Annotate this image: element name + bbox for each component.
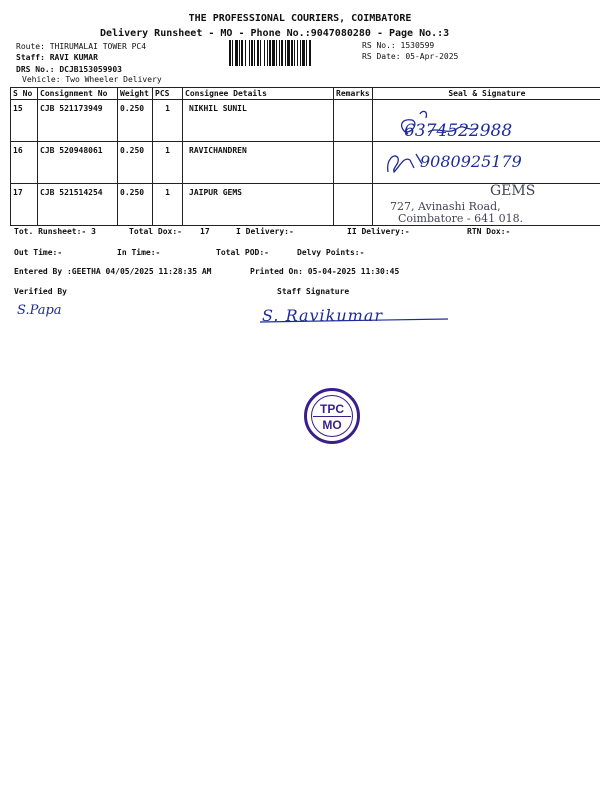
col-header-pcs: PCS — [153, 88, 183, 100]
tpc-mo-stamp — [304, 388, 360, 444]
total-dox-label: Total Dox:- — [129, 227, 182, 236]
in-time: In Time:- — [117, 248, 161, 257]
vehicle-label: Vehicle: Two Wheeler Delivery — [22, 75, 162, 84]
signature-row15-phone: 6374522988 — [404, 121, 513, 141]
verifier-signature: S.Papa — [17, 303, 62, 318]
tot-runsheet: Tot. Runsheet:- 3 — [14, 227, 96, 236]
verified-by-label: Verified By — [14, 287, 67, 296]
cell-consignment: CJB 521173949 — [38, 100, 118, 142]
cell-pcs: 1 — [153, 184, 183, 226]
stamp-line1: TPC — [320, 402, 344, 416]
cell-pcs: 1 — [153, 100, 183, 142]
stamp-row17-line2: Coimbatore - 641 018. — [398, 212, 524, 225]
col-header-seal: Seal & Signature — [372, 88, 600, 100]
cell-remarks — [334, 184, 373, 226]
staff-signature-underline — [258, 316, 458, 326]
delvy-points: Delvy Points:- — [297, 248, 365, 257]
cell-consignee: NIKHIL SUNIL — [183, 100, 334, 142]
col-header-remarks: Remarks — [334, 88, 373, 100]
total-dox-value: 17 — [200, 227, 210, 236]
cell-remarks — [334, 100, 373, 142]
cell-sno: 16 — [11, 142, 38, 184]
cell-weight: 0.250 — [118, 184, 153, 226]
runsheet-subtitle: Delivery Runsheet - MO - Phone No.:9047080280 - Page No.:3 — [100, 28, 450, 39]
stamp-row17-line1: 727, Avinashi Road, — [390, 200, 501, 213]
cell-weight: 0.250 — [118, 100, 153, 142]
cell-pcs: 1 — [153, 142, 183, 184]
table-header-row — [11, 88, 600, 100]
stamp-line2: MO — [322, 418, 342, 432]
company-title: THE PROFESSIONAL COURIERS, COIMBATORE — [188, 13, 412, 24]
cell-consignee: RAVICHANDREN — [183, 142, 334, 184]
cell-consignment: CJB 521514254 — [38, 184, 118, 226]
total-pod: Total POD:- — [216, 248, 269, 257]
printed-on: Printed On: 05-04-2025 11:30:45 — [250, 267, 400, 276]
col-header-sno: S No — [11, 88, 38, 100]
signature-row16-phone: 9080925179 — [420, 152, 522, 171]
cell-consignment: CJB 520948061 — [38, 142, 118, 184]
cell-sno: 17 — [11, 184, 38, 226]
cell-remarks — [334, 142, 373, 184]
cell-consignee: JAIPUR GEMS — [183, 184, 334, 226]
col-header-consignment: Consignment No — [38, 88, 118, 100]
stamp-row17-name: GEMS — [490, 183, 536, 199]
rtn-dox: RTN Dox:- — [467, 227, 511, 236]
out-time: Out Time:- — [14, 248, 63, 257]
i-delivery: I Delivery:- — [236, 227, 294, 236]
rs-number: RS No.: 1530599 — [362, 41, 435, 50]
col-header-consignee: Consignee Details — [183, 88, 334, 100]
staff-signature-label: Staff Signature — [277, 287, 350, 296]
drs-number: DRS No.: DCJB153059903 — [16, 65, 122, 74]
staff-label: Staff: RAVI KUMAR — [16, 53, 98, 62]
staff-signature: S. Ravikumar — [262, 306, 384, 325]
rs-date: RS Date: 05-Apr-2025 — [362, 52, 459, 61]
col-header-weight: Weight — [118, 88, 153, 100]
entered-by: Entered By :GEETHA 04/05/2025 11:28:35 AM — [14, 267, 212, 276]
cell-weight: 0.250 — [118, 142, 153, 184]
ii-delivery: II Delivery:- — [347, 227, 410, 236]
route-label: Route: THIRUMALAI TOWER PC4 — [16, 42, 147, 51]
cell-sno: 15 — [11, 100, 38, 142]
barcode-image — [229, 40, 356, 66]
